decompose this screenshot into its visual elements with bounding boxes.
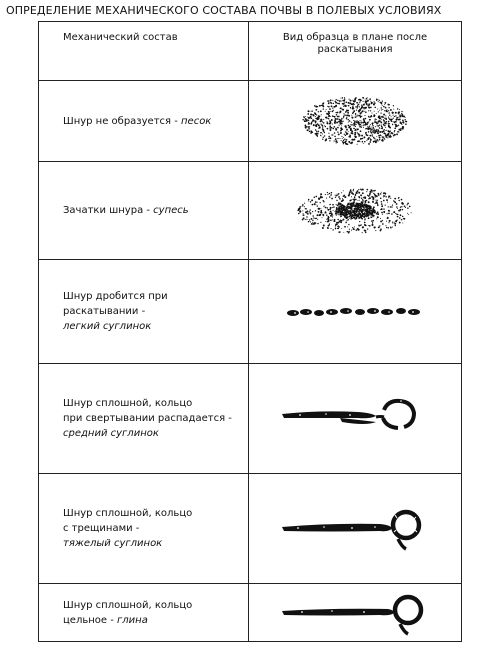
cord-cracked-ring-icon xyxy=(280,499,430,559)
sample-cell xyxy=(249,474,462,584)
sandy-loam-blob-icon xyxy=(295,181,415,241)
header-texture: Механический состав xyxy=(39,22,249,81)
table-header-row xyxy=(39,22,462,81)
sample-cell xyxy=(249,81,462,162)
row-description xyxy=(39,81,249,162)
cord-whole-ring-icon xyxy=(280,586,430,640)
texture-type: тяжелый суглинок xyxy=(63,538,163,549)
soil-texture-table xyxy=(38,21,462,642)
sample-cell xyxy=(249,260,462,364)
texture-type: супесь xyxy=(153,205,189,216)
table-row xyxy=(39,81,462,162)
table-row xyxy=(39,364,462,474)
row-text: Зачатки шнура - супесь xyxy=(63,205,189,216)
document-title: ОПРЕДЕЛЕНИЕ МЕХАНИЧЕСКОГО СОСТАВА ПОЧВЫ В ПОЛЕВЫХ УСЛОВИЯХ xyxy=(6,4,442,17)
table-row xyxy=(39,474,462,584)
row-description: Шнур сплошной, кольцо с трещинами - тяжелый суглинок xyxy=(39,474,249,584)
row-description: Шнур дробится при раскатывании - легкий суглинок xyxy=(39,260,249,364)
table-row xyxy=(39,584,462,642)
table-row xyxy=(39,162,462,260)
row-text: цельное - глина xyxy=(63,614,148,626)
texture-type: средний суглинок xyxy=(63,428,159,439)
texture-type: легкий суглинок xyxy=(63,321,152,332)
texture-type: глина xyxy=(117,614,148,626)
cord-broken-ring-icon xyxy=(280,396,430,442)
sand-blob-icon xyxy=(300,91,410,151)
texture-type: песок xyxy=(181,115,212,127)
row-description: Шнур сплошной, кольцо при свертывании распадается - средний суглинок xyxy=(39,364,249,474)
sample-cell xyxy=(249,162,462,260)
sample-cell xyxy=(249,584,462,642)
broken-cord-icon xyxy=(285,300,425,324)
row-description: Шнур сплошной, кольцо цельное - глина xyxy=(39,584,249,642)
table-row xyxy=(39,260,462,364)
sample-cell xyxy=(249,364,462,474)
row-description xyxy=(39,162,249,260)
header-sample-view: Вид образца в плане после раскатывания xyxy=(249,22,462,81)
row-text: Шнур не образуется - песок xyxy=(63,115,212,127)
